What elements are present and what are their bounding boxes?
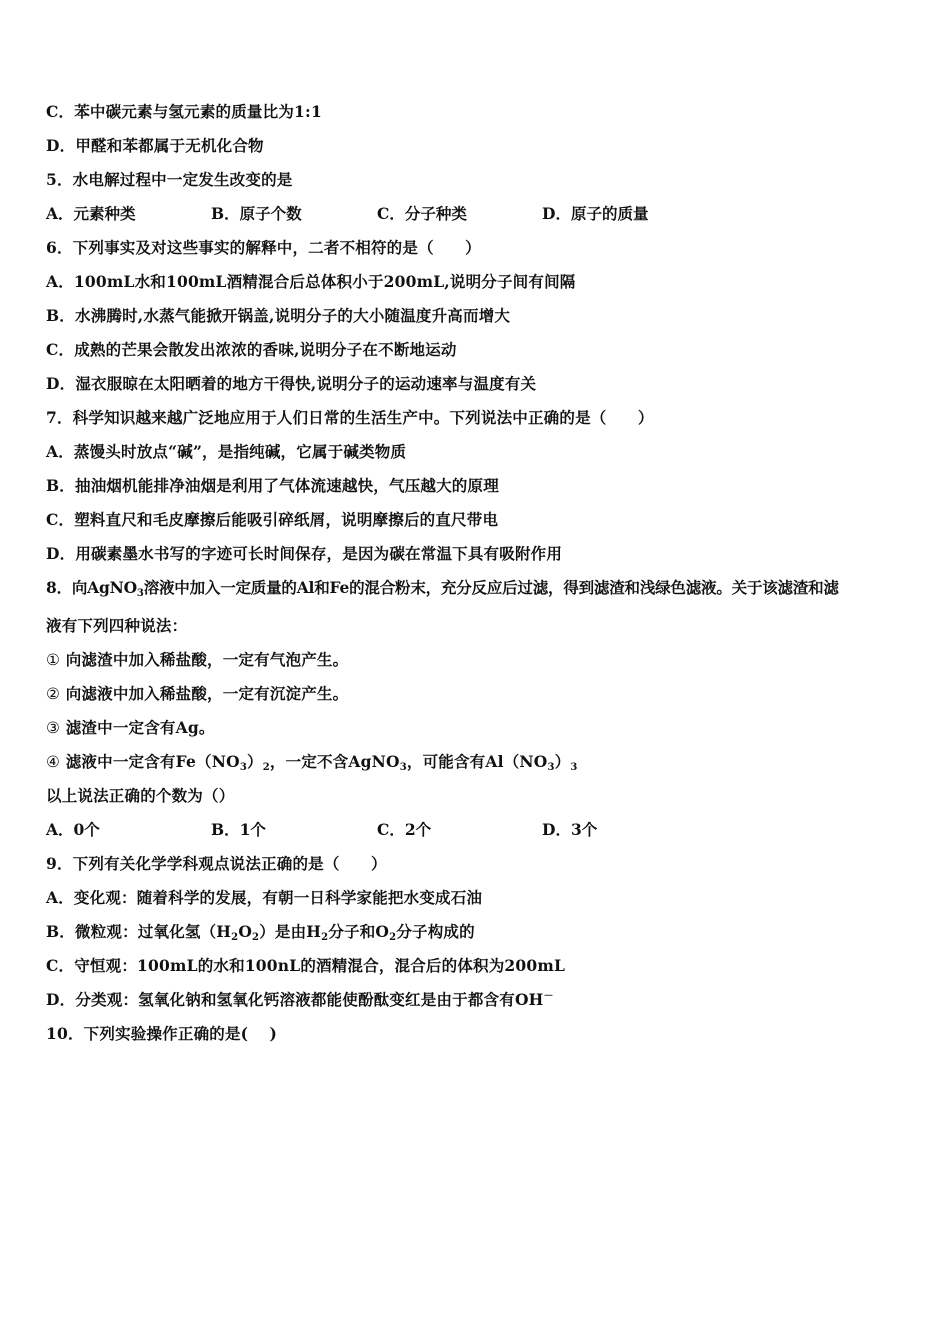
subscript: 2 [389,932,397,943]
option-text: D．分类观：氢氧化钠和氢氧化钙溶液都能使酚酞变红是由于都含有OH [46,990,544,1009]
statement-text: ） [554,752,571,771]
q6-option-b: B．水沸腾时,水蒸气能掀开锅盖,说明分子的大小随温度升高而增大 [46,306,511,325]
option-text: 分子和O [328,922,390,941]
subscript: 2 [262,762,270,773]
subscript: 3 [136,588,144,599]
q6-option-c: C．成熟的芒果会散发出浓浓的香味,说明分子在不断地运动 [46,340,457,359]
q8-option-b: B．1个 [211,820,266,839]
subscript: 3 [547,762,555,773]
question-8 [46,578,839,598]
q8-prompt: 以上说法正确的个数为（） [46,786,235,805]
superscript: － [543,991,554,1002]
statement-text: 滤渣中一定含有Ag。 [65,718,215,737]
question-10: 10．下列实验操作正确的是( ) [46,1024,278,1043]
q8-text-part: 8．向AgNO [46,578,137,597]
q8-text-part: 溶液中加入一定质量的Al和Fe的混合粉末，充分反应后过滤，得到滤渣和浅绿色滤液。关于该滤渣和滤 [143,578,839,597]
statement-text: 向滤渣中加入稀盐酸，一定有气泡产生。 [65,650,349,669]
q8-statement-3 [46,718,215,738]
question-7: 7．科学知识越来越广泛地应用于人们日常的生活生产中。下列说法中正确的是（ ） [46,408,654,427]
q9-option-c: C．守恒观：100mL的水和100nL的酒精混合，混合后的体积为200mL [46,956,566,975]
q8-options-row [46,820,906,840]
statement-text: ） [246,752,263,771]
q8-statement-4 [46,752,578,772]
q7-option-a: A．蒸馒头时放点“碱”，是指纯碱，它属于碱类物质 [46,442,407,461]
circled-number: ④ [46,753,61,771]
statement-text: 滤液中一定含有Fe（NO [65,752,240,771]
statement-text: ，可能含有Al（NO [406,752,548,771]
q5-option-b: B．原子个数 [211,204,302,223]
q9-option-b [46,922,475,942]
option-text: 分子构成的 [396,922,475,941]
subscript: 3 [399,762,407,773]
q5-option-a: A．元素种类 [46,204,136,223]
q7-option-c: C．塑料直尺和毛皮摩擦后能吸引碎纸屑，说明摩擦后的直尺带电 [46,510,499,529]
question-9: 9．下列有关化学学科观点说法正确的是（ ） [46,854,387,873]
subscript: 2 [321,932,329,943]
subscript: 2 [252,932,260,943]
subscript: 3 [239,762,247,773]
statement-text: ，一定不含AgNO [269,752,400,771]
q8-continuation: 液有下列四种说法： [46,616,188,635]
q8-option-d: D．3个 [542,820,598,839]
question-5: 5．水电解过程中一定发生改变的是 [46,170,293,189]
q5-options-row [46,204,906,224]
q4-option-c: C．苯中碳元素与氢元素的质量比为1:1 [46,102,322,121]
circled-number: ③ [46,719,61,737]
q7-option-b: B．抽油烟机能排净油烟是利用了气体流速越快，气压越大的原理 [46,476,499,495]
option-text: ）是由H [259,922,322,941]
q6-option-a: A．100mL水和100mL酒精混合后总体积小于200mL,说明分子间有间隔 [46,272,576,291]
option-text: O [238,922,253,941]
q7-option-d: D．用碳素墨水书写的字迹可长时间保存，是因为碳在常温下具有吸附作用 [46,544,563,563]
statement-text: 向滤液中加入稀盐酸，一定有沉淀产生。 [65,684,349,703]
circled-number: ② [46,685,61,703]
q8-option-c: C．2个 [377,820,432,839]
q8-statement-2 [46,684,348,704]
q5-option-c: C．分子种类 [377,204,467,223]
question-6: 6．下列事实及对这些事实的解释中，二者不相符的是（ ） [46,238,481,257]
q6-option-d: D．湿衣服晾在太阳晒着的地方干得快,说明分子的运动速率与温度有关 [46,374,537,393]
q5-option-d: D．原子的质量 [542,204,649,223]
subscript: 2 [231,932,239,943]
circled-number: ① [46,651,61,669]
q9-option-a: A．变化观：随着科学的发展，有朝一日科学家能把水变成石油 [46,888,483,907]
option-text: B．微粒观：过氧化氢（H [46,922,232,941]
q8-option-a: A．0个 [46,820,100,839]
q9-option-d [46,990,554,1010]
q4-option-d: D．甲醛和苯都属于无机化合物 [46,136,264,155]
q8-statement-1 [46,650,348,670]
subscript: 3 [570,762,578,773]
